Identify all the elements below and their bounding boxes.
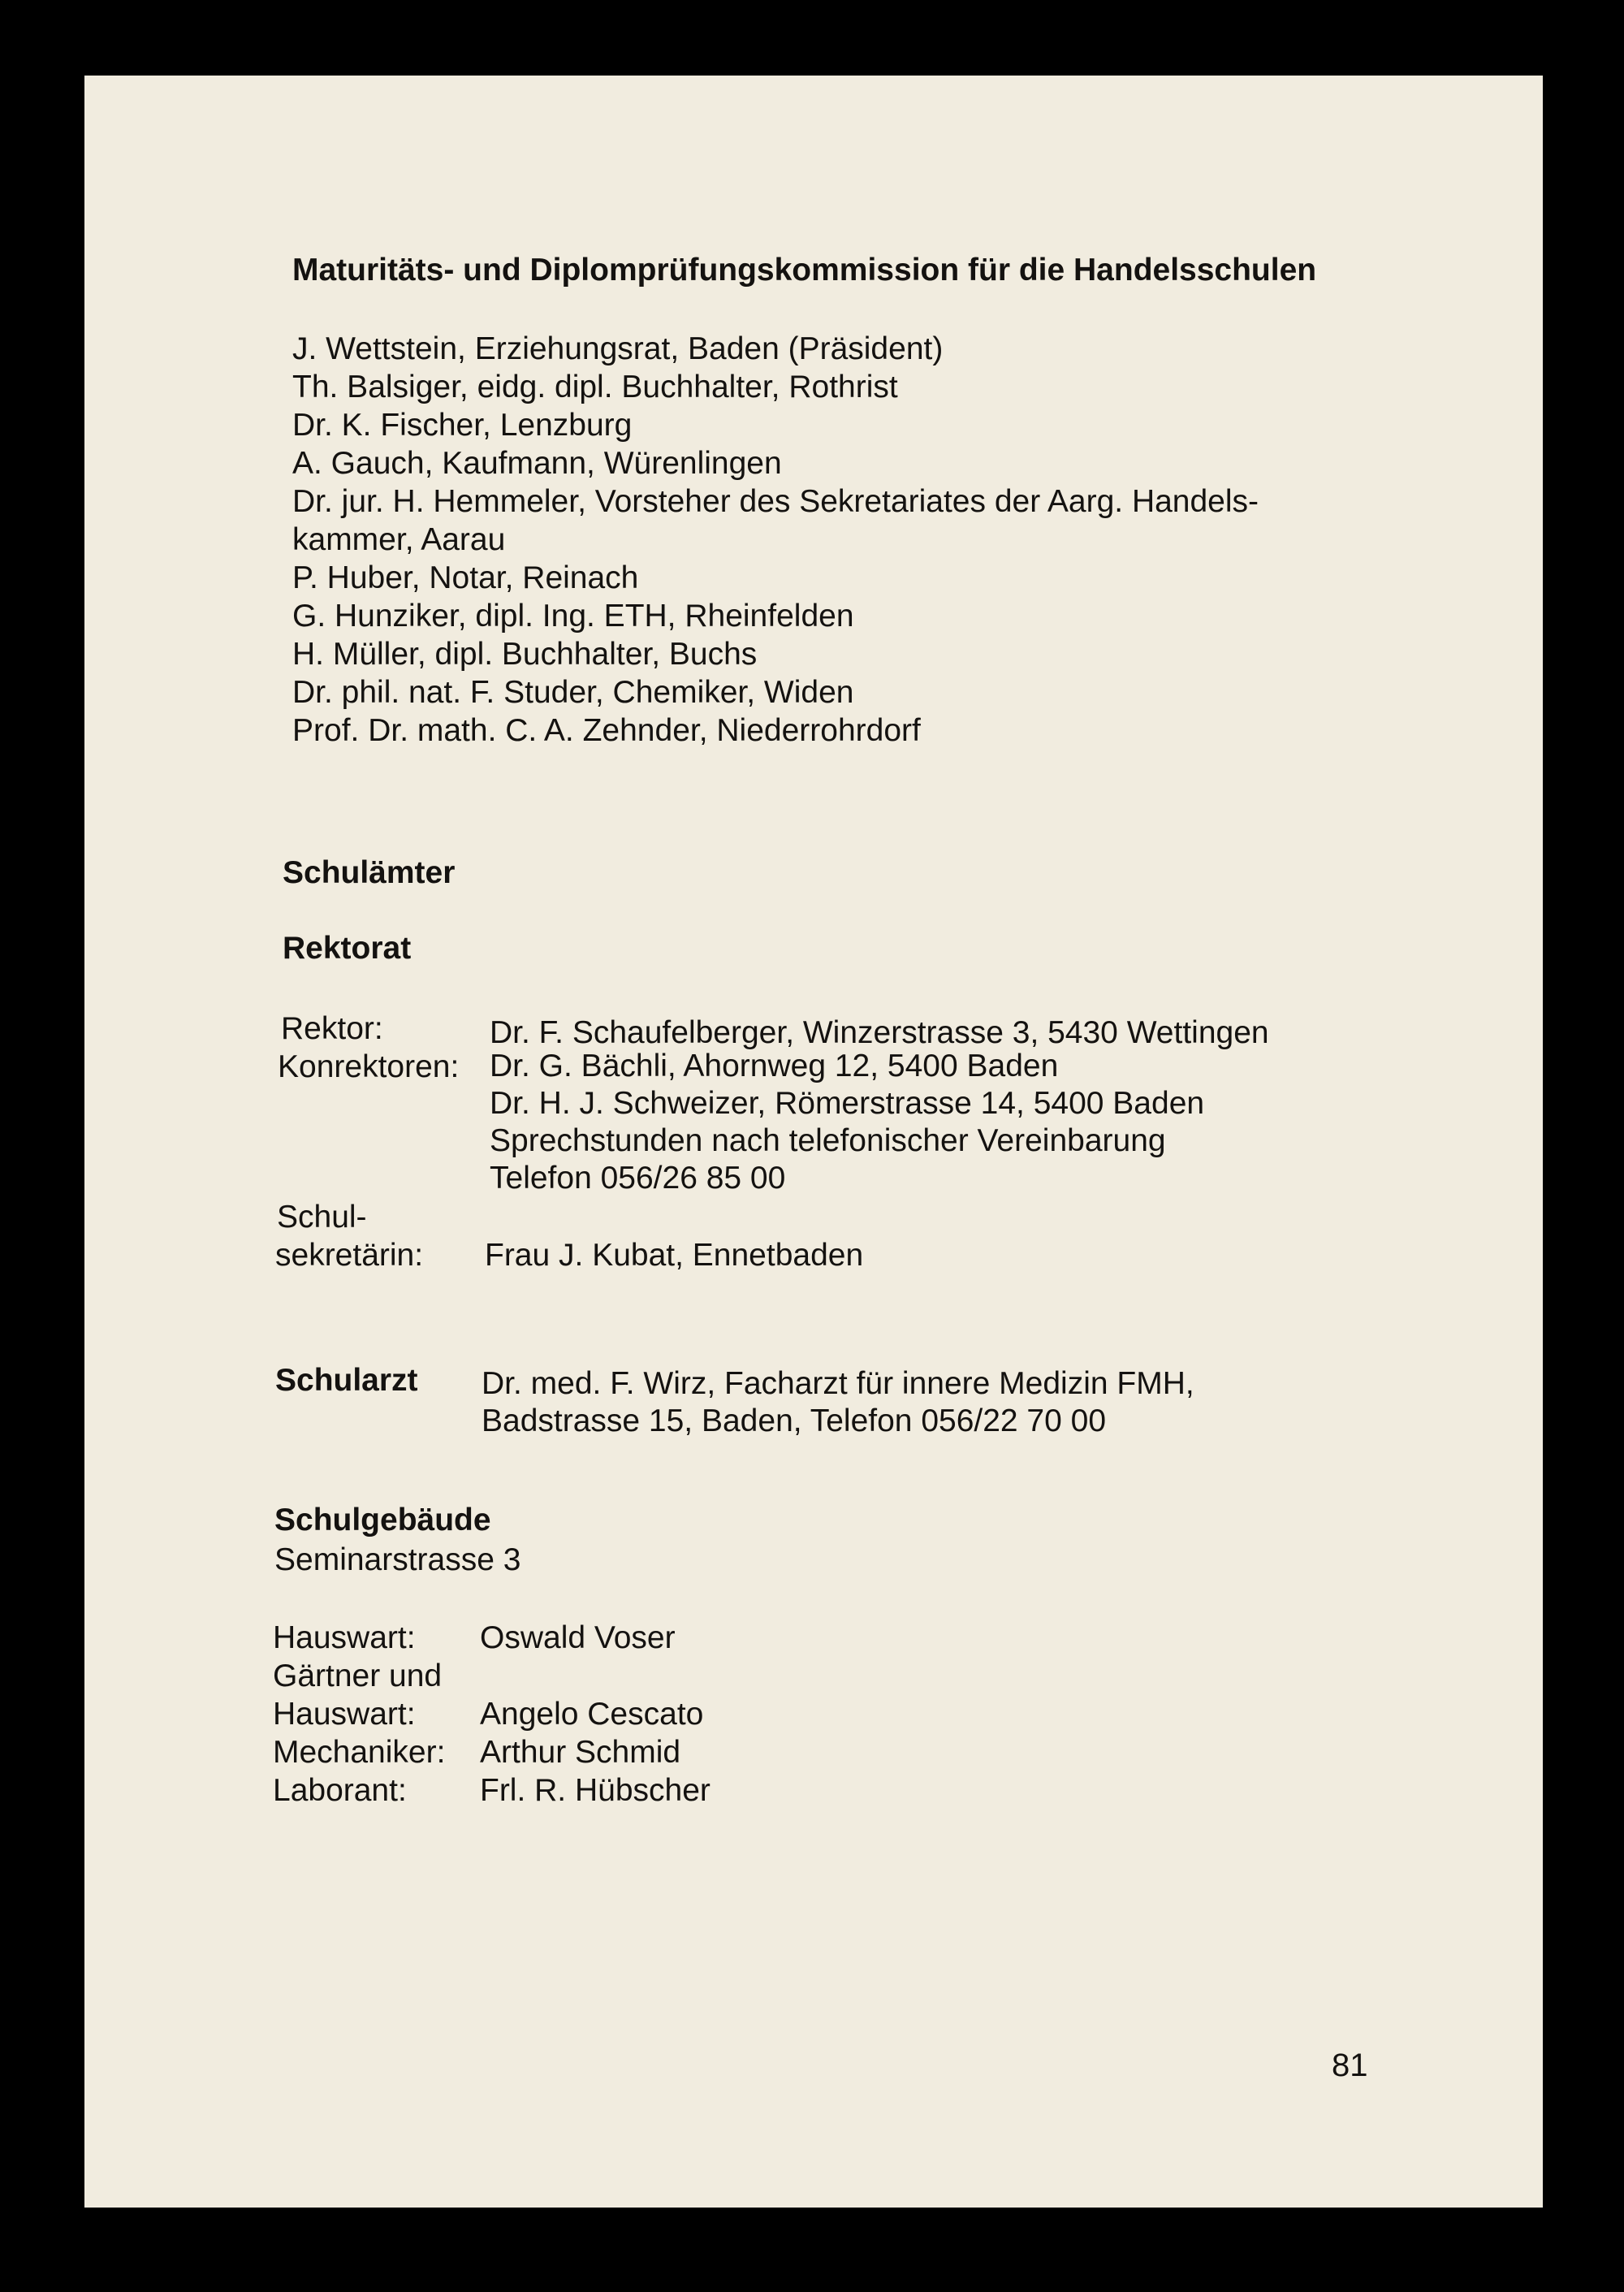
list-item: Th. Balsiger, eidg. dipl. Buchhalter, Rothrist [292, 370, 898, 404]
list-item: Dr. phil. nat. F. Studer, Chemiker, Widen [292, 675, 854, 710]
staff-label: Gärtner und [273, 1658, 443, 1693]
page-number: 81 [1332, 2048, 1368, 2083]
list-item: kammer, Aarau [292, 522, 506, 557]
commission-member-list [292, 330, 1259, 750]
label-konrektoren: Konrektoren: [278, 1049, 460, 1084]
staff-value: Frl. R. Hübscher [480, 1773, 710, 1808]
list-item: A. Gauch, Kaufmann, Würenlingen [292, 446, 782, 481]
sekretaerin-value: Frau J. Kubat, Ennetbaden [485, 1238, 864, 1273]
list-item: Sprechstunden nach telefonischer Vereinbarung [490, 1123, 1166, 1158]
staff-values [480, 1619, 710, 1810]
schulgebaeude-address: Seminarstrasse 3 [274, 1542, 521, 1577]
list-item: J. Wettstein, Erziehungsrat, Baden (Präsident) [292, 331, 944, 366]
label-rektor: Rektor: [281, 1011, 383, 1046]
list-item: P. Huber, Notar, Reinach [292, 560, 639, 595]
list-item: H. Müller, dipl. Buchhalter, Buchs [292, 637, 758, 672]
konrektoren-list [490, 1048, 1204, 1197]
schularzt-heading: Schularzt [275, 1363, 418, 1398]
rektorat-heading: Rektorat [283, 931, 412, 966]
commission-heading: Maturitäts- und Diplomprüfungskommission für die Handelsschulen [292, 253, 1317, 288]
staff-label: Mechaniker: [273, 1735, 446, 1770]
list-item: Badstrasse 15, Baden, Telefon 056/22 70 00 [482, 1403, 1107, 1438]
list-item: Dr. jur. H. Hemmeler, Vorsteher des Sekretariates der Aarg. Handels- [292, 484, 1259, 519]
staff-value: Arthur Schmid [480, 1735, 681, 1770]
schulgebaeude-heading: Schulgebäude [274, 1503, 491, 1537]
staff-label: Hauswart: [273, 1620, 416, 1655]
staff-label: Hauswart: [273, 1697, 416, 1732]
list-item: Dr. G. Bächli, Ahornweg 12, 5400 Baden [490, 1049, 1059, 1083]
list-item: Telefon 056/26 85 00 [490, 1161, 786, 1196]
rektor-value: Dr. F. Schaufelberger, Winzerstrasse 3, 5430 Wettingen [490, 1015, 1269, 1050]
list-item: Dr. med. F. Wirz, Facharzt für innere Medizin FMH, [482, 1366, 1194, 1401]
staff-value [480, 1657, 710, 1695]
list-item: Prof. Dr. math. C. A. Zehnder, Niederrohrdorf [292, 713, 921, 748]
document-page [84, 76, 1543, 2208]
label-sekretaerin: sekretärin: [275, 1238, 424, 1273]
staff-value: Oswald Voser [480, 1620, 676, 1655]
list-item: G. Hunziker, dipl. Ing. ETH, Rheinfelden [292, 599, 854, 634]
staff-label: Laborant: [273, 1773, 407, 1808]
list-item: Dr. K. Fischer, Lenzburg [292, 408, 633, 443]
staff-labels [273, 1619, 445, 1810]
label-schul: Schul- [277, 1200, 367, 1235]
schularzt-text [482, 1365, 1194, 1440]
staff-value: Angelo Cescato [480, 1697, 704, 1732]
schulaemter-heading: Schulämter [283, 855, 456, 890]
list-item: Dr. H. J. Schweizer, Römerstrasse 14, 5400 Baden [490, 1086, 1205, 1121]
